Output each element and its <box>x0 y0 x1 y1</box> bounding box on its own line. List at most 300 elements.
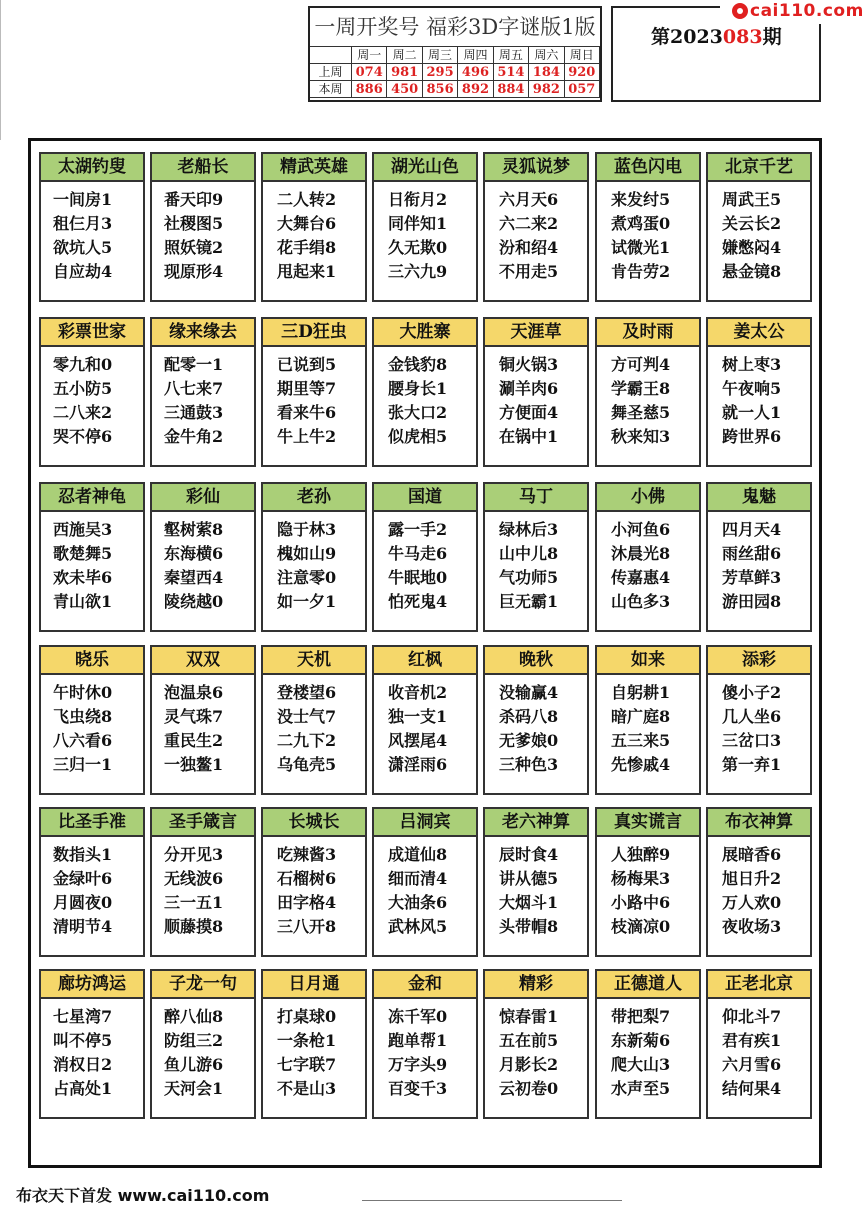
riddle-line: 周武王5 <box>722 190 782 209</box>
riddle-line: 牛眠地0 <box>388 568 448 587</box>
riddle-line: 肯告劳2 <box>611 262 671 281</box>
riddle-line: 巨无霸1 <box>499 592 559 611</box>
riddle-line: 配零一1 <box>164 355 224 374</box>
riddle-line: 防组三2 <box>164 1031 224 1050</box>
this-week-number: 057 <box>565 81 600 98</box>
day-header: 周一 <box>352 47 387 64</box>
cell-lines <box>263 999 365 1101</box>
riddle-line: 牛上牛2 <box>277 427 337 446</box>
riddle-line: 大舞台6 <box>277 214 337 233</box>
cell-lines <box>597 347 699 449</box>
cell-lines <box>597 512 699 614</box>
cell-lines <box>374 182 476 284</box>
riddle-line: 跑单帮1 <box>388 1031 448 1050</box>
cell-author-title: 小佛 <box>597 484 699 512</box>
riddle-line: 人独醉9 <box>611 845 671 864</box>
riddle-line: 气功师5 <box>499 568 559 587</box>
cell-author-title: 如来 <box>597 647 699 675</box>
this-week-number: 856 <box>423 81 458 98</box>
cell-lines <box>597 675 699 777</box>
this-week-number: 886 <box>352 81 387 98</box>
riddle-line: 番天印9 <box>164 190 224 209</box>
riddle-line: 八六看6 <box>53 731 113 750</box>
riddle-line: 万字头9 <box>388 1055 448 1074</box>
cell-author-title: 三D狂虫 <box>263 319 365 347</box>
site-logo <box>720 0 864 24</box>
riddle-line: 悬金镜8 <box>722 262 782 281</box>
riddle-line: 芳草鲜3 <box>722 568 782 587</box>
riddle-line: 沐晨光8 <box>611 544 671 563</box>
puzzle-cell <box>150 807 256 957</box>
riddle-line: 辰时食4 <box>499 845 559 864</box>
riddle-line: 学霸王8 <box>611 379 671 398</box>
riddle-line: 重民生2 <box>164 731 224 750</box>
cell-author-title: 天机 <box>263 647 365 675</box>
day-header: 周三 <box>423 47 458 64</box>
riddle-line: 万人欢0 <box>722 893 782 912</box>
riddle-line: 几人坐6 <box>722 707 782 726</box>
riddle-line: 月影长2 <box>499 1055 559 1074</box>
riddle-line: 租仨月3 <box>53 214 113 233</box>
draw-results-table <box>308 6 602 102</box>
riddle-line: 潇淫雨6 <box>388 755 448 774</box>
cell-author-title: 日月通 <box>263 971 365 999</box>
cell-author-title: 鬼魅 <box>708 484 810 512</box>
puzzle-cell <box>483 969 589 1119</box>
riddle-line: 来发纣5 <box>611 190 671 209</box>
cell-lines <box>41 512 143 614</box>
cell-author-title: 太湖钓叟 <box>41 154 143 182</box>
riddle-line: 无线波6 <box>164 869 224 888</box>
cell-lines <box>708 182 810 284</box>
cell-lines <box>263 837 365 939</box>
this-week-number: 982 <box>529 81 564 98</box>
cell-lines <box>41 182 143 284</box>
riddle-line: 暗广庭8 <box>611 707 671 726</box>
cell-lines <box>374 512 476 614</box>
puzzle-cell <box>261 152 367 302</box>
riddle-line: 大油条6 <box>388 893 448 912</box>
cell-lines <box>41 999 143 1101</box>
riddle-line: 惊春雷1 <box>499 1007 559 1026</box>
riddle-line: 照妖镜2 <box>164 238 224 257</box>
puzzle-cell <box>39 645 145 795</box>
puzzle-cell <box>372 807 478 957</box>
puzzle-cell <box>372 969 478 1119</box>
cell-author-title: 红枫 <box>374 647 476 675</box>
riddle-line: 头带帽8 <box>499 917 559 936</box>
day-header: 周二 <box>387 47 422 64</box>
riddle-line: 涮羊肉6 <box>499 379 559 398</box>
cell-lines <box>708 837 810 939</box>
cell-author-title: 及时雨 <box>597 319 699 347</box>
riddle-line: 不用走5 <box>499 262 559 281</box>
riddle-line: 牛马走6 <box>388 544 448 563</box>
puzzle-cell <box>595 807 701 957</box>
riddle-line: 泡温泉6 <box>164 683 224 702</box>
riddle-line: 槐如山9 <box>277 544 337 563</box>
riddle-line: 爬大山3 <box>611 1055 671 1074</box>
riddle-line: 金绿叶6 <box>53 869 113 888</box>
riddle-line: 零九和0 <box>53 355 113 374</box>
puzzle-cell <box>150 969 256 1119</box>
cell-lines <box>152 512 254 614</box>
riddle-line: 三六九9 <box>388 262 448 281</box>
cell-author-title: 金和 <box>374 971 476 999</box>
riddle-line: 结何果4 <box>722 1079 782 1098</box>
riddle-line: 怕死鬼4 <box>388 592 448 611</box>
puzzle-cell <box>595 969 701 1119</box>
riddle-line: 三八开8 <box>277 917 337 936</box>
cell-author-title: 精武英雄 <box>263 154 365 182</box>
this-week-label: 本周 <box>310 81 352 98</box>
cell-author-title: 老六神算 <box>485 809 587 837</box>
cell-author-title: 马丁 <box>485 484 587 512</box>
riddle-line: 田字格4 <box>277 893 337 912</box>
cell-author-title: 灵狐说梦 <box>485 154 587 182</box>
cell-lines <box>152 999 254 1101</box>
riddle-line: 腰身长1 <box>388 379 448 398</box>
riddle-line: 如一夕1 <box>277 592 337 611</box>
cell-lines <box>485 182 587 284</box>
riddle-line: 山中儿8 <box>499 544 559 563</box>
riddle-line: 七字联7 <box>277 1055 337 1074</box>
cell-author-title: 大胜寨 <box>374 319 476 347</box>
cell-lines <box>263 512 365 614</box>
this-week-number: 450 <box>387 81 422 98</box>
riddle-line: 张大口2 <box>388 403 448 422</box>
riddle-line: 就一人1 <box>722 403 782 422</box>
puzzle-cell <box>261 807 367 957</box>
cell-author-title: 真实谎言 <box>597 809 699 837</box>
riddle-line: 舞圣慈5 <box>611 403 671 422</box>
puzzle-cell <box>39 152 145 302</box>
cell-lines <box>41 837 143 939</box>
riddle-line: 欢未毕6 <box>53 568 113 587</box>
riddle-line: 方便面4 <box>499 403 559 422</box>
riddle-line: 叫不停5 <box>53 1031 113 1050</box>
cell-lines <box>485 999 587 1101</box>
riddle-line: 露一手2 <box>388 520 448 539</box>
riddle-line: 没士气7 <box>277 707 337 726</box>
last-week-number: 920 <box>565 64 600 81</box>
riddle-line: 秦望西4 <box>164 568 224 587</box>
riddle-line: 隐于林3 <box>277 520 337 539</box>
cell-lines <box>374 675 476 777</box>
cell-lines <box>263 347 365 449</box>
riddle-line: 西施吴3 <box>53 520 113 539</box>
riddle-line: 杀码八8 <box>499 707 559 726</box>
puzzle-cell <box>706 645 812 795</box>
puzzle-cell <box>150 482 256 632</box>
cell-lines <box>485 512 587 614</box>
puzzle-cell <box>706 152 812 302</box>
riddle-line: 二人转2 <box>277 190 337 209</box>
cell-author-title: 北京千艺 <box>708 154 810 182</box>
cell-author-title: 湖光山色 <box>374 154 476 182</box>
riddle-line: 金钱豹8 <box>388 355 448 374</box>
cell-author-title: 晓乐 <box>41 647 143 675</box>
cell-lines <box>374 347 476 449</box>
riddle-line: 青山欲1 <box>53 592 113 611</box>
cell-lines <box>152 837 254 939</box>
riddle-line: 水声至5 <box>611 1079 671 1098</box>
day-header: 周四 <box>458 47 493 64</box>
riddle-line: 期里等7 <box>277 379 337 398</box>
riddle-line: 五三来5 <box>611 731 671 750</box>
riddle-line: 六月雪6 <box>722 1055 782 1074</box>
riddle-line: 带把梨7 <box>611 1007 671 1026</box>
riddle-line: 鱼儿游6 <box>164 1055 224 1074</box>
cell-author-title: 蓝色闪电 <box>597 154 699 182</box>
riddle-line: 日衔月2 <box>388 190 448 209</box>
puzzle-cell <box>39 807 145 957</box>
riddle-line: 嫌憋闷4 <box>722 238 782 257</box>
last-week-number: 074 <box>352 64 387 81</box>
puzzle-cell <box>39 482 145 632</box>
riddle-line: 讲从德5 <box>499 869 559 888</box>
riddle-line: 社稷图5 <box>164 214 224 233</box>
riddle-line: 大烟斗1 <box>499 893 559 912</box>
logo-text: cai110.com <box>750 1 864 21</box>
cell-author-title: 天涯草 <box>485 319 587 347</box>
cell-lines <box>152 347 254 449</box>
riddle-line: 醉八仙8 <box>164 1007 224 1026</box>
riddle-line: 花手绢8 <box>277 238 337 257</box>
riddle-line: 四月天4 <box>722 520 782 539</box>
cell-lines <box>708 999 810 1101</box>
riddle-line: 似虎相5 <box>388 427 448 446</box>
issue-suffix: 期 <box>762 26 782 48</box>
puzzle-cell <box>150 317 256 467</box>
riddle-line: 顺藤摸8 <box>164 917 224 936</box>
riddle-line: 五小防5 <box>53 379 113 398</box>
riddle-line: 登楼望6 <box>277 683 337 702</box>
riddle-line: 清明节4 <box>53 917 113 936</box>
riddle-line: 占高处1 <box>53 1079 113 1098</box>
puzzle-cell <box>261 969 367 1119</box>
cell-author-title: 忍者神龟 <box>41 484 143 512</box>
cell-author-title: 彩仙 <box>152 484 254 512</box>
riddle-line: 山色多3 <box>611 592 671 611</box>
riddle-line: 小路中6 <box>611 893 671 912</box>
riddle-line: 冻千军0 <box>388 1007 448 1026</box>
puzzle-cell <box>39 317 145 467</box>
last-week-number: 496 <box>458 64 493 81</box>
riddle-line: 久无欺0 <box>388 238 448 257</box>
riddle-line: 打桌球0 <box>277 1007 337 1026</box>
riddle-line: 壑树萦8 <box>164 520 224 539</box>
puzzle-cell <box>261 645 367 795</box>
riddle-line: 不是山3 <box>277 1079 337 1098</box>
riddle-line: 雨丝甜6 <box>722 544 782 563</box>
cell-lines <box>485 347 587 449</box>
riddle-line: 秋来知3 <box>611 427 671 446</box>
riddle-line: 自躬耕1 <box>611 683 671 702</box>
riddle-line: 歌楚舞5 <box>53 544 113 563</box>
riddle-line: 风摆尾4 <box>388 731 448 750</box>
cell-author-title: 双双 <box>152 647 254 675</box>
riddle-line: 夜收场3 <box>722 917 782 936</box>
puzzle-cell <box>595 317 701 467</box>
this-week-number: 884 <box>494 81 529 98</box>
cell-author-title: 老孙 <box>263 484 365 512</box>
puzzle-cell <box>483 152 589 302</box>
day-header: 周日 <box>565 47 600 64</box>
riddle-line: 五在前5 <box>499 1031 559 1050</box>
cell-lines <box>152 675 254 777</box>
riddle-line: 七星湾7 <box>53 1007 113 1026</box>
puzzle-cell <box>483 482 589 632</box>
cell-author-title: 姜太公 <box>708 319 810 347</box>
riddle-line: 金牛角2 <box>164 427 224 446</box>
cell-lines <box>374 837 476 939</box>
cell-lines <box>263 182 365 284</box>
riddle-line: 东新菊6 <box>611 1031 671 1050</box>
riddle-line: 小河鱼6 <box>611 520 671 539</box>
puzzle-cell <box>372 317 478 467</box>
puzzle-grid <box>28 138 822 1168</box>
issue-number <box>651 22 782 49</box>
riddle-line: 试微光1 <box>611 238 671 257</box>
riddle-line: 成道仙8 <box>388 845 448 864</box>
margin-line <box>0 0 1 140</box>
riddle-line: 细而清4 <box>388 869 448 888</box>
cell-lines <box>152 182 254 284</box>
cell-author-title: 吕洞宾 <box>374 809 476 837</box>
puzzle-cell <box>261 482 367 632</box>
cell-author-title: 正德道人 <box>597 971 699 999</box>
riddle-line: 树上枣3 <box>722 355 782 374</box>
riddle-line: 第一弃1 <box>722 755 782 774</box>
riddle-line: 游田园8 <box>722 592 782 611</box>
riddle-line: 无爹娘0 <box>499 731 559 750</box>
riddle-line: 东海横6 <box>164 544 224 563</box>
riddle-line: 石榴树6 <box>277 869 337 888</box>
cell-author-title: 晚秋 <box>485 647 587 675</box>
riddle-line: 午夜响5 <box>722 379 782 398</box>
puzzle-cell <box>150 645 256 795</box>
riddle-line: 欲坑人5 <box>53 238 113 257</box>
puzzle-cell <box>595 152 701 302</box>
day-header: 周六 <box>529 47 564 64</box>
riddle-line: 六二来2 <box>499 214 559 233</box>
puzzle-cell <box>483 645 589 795</box>
puzzle-cell <box>706 482 812 632</box>
cell-lines <box>374 999 476 1101</box>
riddle-line: 汾和绍4 <box>499 238 559 257</box>
cell-author-title: 老船长 <box>152 154 254 182</box>
cell-author-title: 添彩 <box>708 647 810 675</box>
last-week-label: 上周 <box>310 64 352 81</box>
cell-author-title: 长城长 <box>263 809 365 837</box>
riddle-line: 消权日2 <box>53 1055 113 1074</box>
day-header: 周五 <box>494 47 529 64</box>
cell-lines <box>597 999 699 1101</box>
riddle-line: 方可判4 <box>611 355 671 374</box>
puzzle-cell <box>706 969 812 1119</box>
riddle-line: 数指头1 <box>53 845 113 864</box>
riddle-line: 飞虫绕8 <box>53 707 113 726</box>
riddle-line: 一间房1 <box>53 190 113 209</box>
riddle-line: 枝滴凉0 <box>611 917 671 936</box>
draw-table-grid <box>310 47 600 98</box>
puzzle-cell <box>39 969 145 1119</box>
cell-author-title: 国道 <box>374 484 476 512</box>
puzzle-cell <box>483 807 589 957</box>
riddle-line: 百变千3 <box>388 1079 448 1098</box>
cell-author-title: 比圣手准 <box>41 809 143 837</box>
riddle-line: 现原形4 <box>164 262 224 281</box>
riddle-line: 三一五1 <box>164 893 224 912</box>
riddle-line: 天河会1 <box>164 1079 224 1098</box>
riddle-line: 武林风5 <box>388 917 448 936</box>
cell-lines <box>597 182 699 284</box>
riddle-line: 六月天6 <box>499 190 559 209</box>
riddle-line: 月圆夜0 <box>53 893 113 912</box>
last-week-number: 184 <box>529 64 564 81</box>
riddle-line: 同伴知1 <box>388 214 448 233</box>
riddle-line: 看来牛6 <box>277 403 337 422</box>
riddle-line: 一独鳌1 <box>164 755 224 774</box>
puzzle-cell <box>372 482 478 632</box>
cell-author-title: 圣手箴言 <box>152 809 254 837</box>
last-week-number: 295 <box>423 64 458 81</box>
cell-author-title: 精彩 <box>485 971 587 999</box>
cell-lines <box>41 675 143 777</box>
riddle-line: 一条枪1 <box>277 1031 337 1050</box>
puzzle-cell <box>595 482 701 632</box>
cell-author-title: 布衣神算 <box>708 809 810 837</box>
riddle-line: 乌龟壳5 <box>277 755 337 774</box>
cell-lines <box>41 347 143 449</box>
cell-author-title: 子龙一句 <box>152 971 254 999</box>
puzzle-cell <box>372 645 478 795</box>
riddle-line: 煮鸡蛋0 <box>611 214 671 233</box>
cell-lines <box>708 675 810 777</box>
cell-lines <box>708 347 810 449</box>
puzzle-cell <box>261 317 367 467</box>
cell-author-title: 彩票世家 <box>41 319 143 347</box>
riddle-line: 傻小子2 <box>722 683 782 702</box>
cell-lines <box>708 512 810 614</box>
riddle-line: 二八来2 <box>53 403 113 422</box>
riddle-line: 三种色3 <box>499 755 559 774</box>
header-corner <box>310 47 352 64</box>
riddle-line: 三归一1 <box>53 755 113 774</box>
riddle-line: 旭日升2 <box>722 869 782 888</box>
riddle-line: 灵气珠7 <box>164 707 224 726</box>
riddle-line: 跨世界6 <box>722 427 782 446</box>
this-week-number: 892 <box>458 81 493 98</box>
last-week-number: 981 <box>387 64 422 81</box>
riddle-line: 仰北斗7 <box>722 1007 782 1026</box>
puzzle-cell <box>706 317 812 467</box>
riddle-line: 传嘉惠4 <box>611 568 671 587</box>
riddle-line: 注意零0 <box>277 568 337 587</box>
riddle-line: 独一支1 <box>388 707 448 726</box>
cell-author-title: 正老北京 <box>708 971 810 999</box>
riddle-line: 吃辣酱3 <box>277 845 337 864</box>
last-week-number: 514 <box>494 64 529 81</box>
puzzle-cell <box>706 807 812 957</box>
draw-table-title: 一周开奖号 福彩3D字谜版1版 <box>310 8 600 47</box>
cell-lines <box>485 837 587 939</box>
puzzle-cell <box>595 645 701 795</box>
footer-divider <box>362 1200 622 1201</box>
puzzle-cell <box>372 152 478 302</box>
cell-author-title: 缘来缘去 <box>152 319 254 347</box>
